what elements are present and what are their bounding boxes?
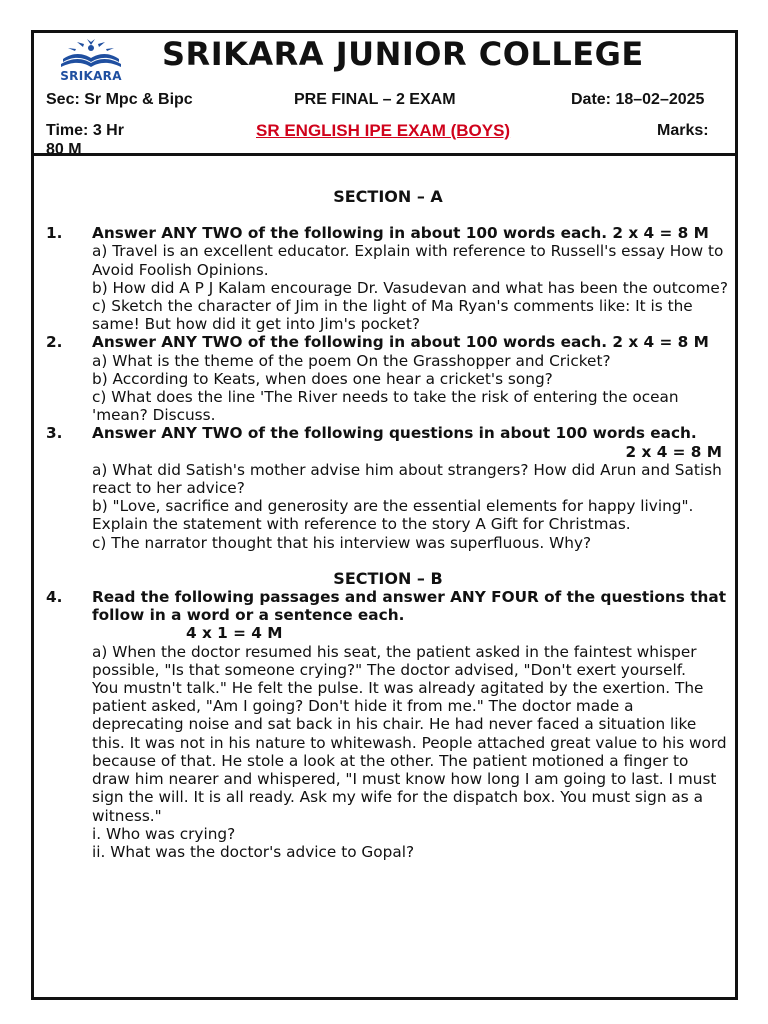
college-name: SRIKARA JUNIOR COLLEGE [162, 35, 644, 73]
section-label: Sec: Sr Mpc & Bipc [46, 91, 193, 108]
question-3-option-b: b) "Love, sacrifice and generosity are the essential elements for happy living". Explain the statement with reference to the story A Gift for Christmas. [92, 497, 694, 534]
exam-name: PRE FINAL – 2 EXAM [294, 91, 456, 108]
question-1-option-b: b) How did A P J Kalam encourage Dr. Vasudevan and what has been the outcome? [92, 278, 728, 297]
sub-question-i: i. Who was crying? [92, 824, 236, 843]
marks-label: Marks: [657, 122, 709, 139]
sub-question-ii: ii. What was the doctor's advice to Gopal? [92, 842, 415, 861]
question-4-marks: 4 x 1 = 4 M [186, 624, 283, 643]
book-logo-icon [53, 39, 129, 71]
passage-a-body: You mustn't talk." He felt the pulse. It was already agitated by the exertion. The patient asked, "Am I going? Don't hide it from me." The doctor made a deprecating noise and sat back in his chair. He had never faced a situation like this. It was not in his nature to whitewash. People attached great value to his word because of that. He stole a look at the other. The patient motioned a finger to draw him nearer and whispered, "I must know how long I am going to last. I must sign the will. It is all ready. Ask my wife for the dispatch box. You must sign as a witness." [92, 679, 727, 825]
exam-date: Date: 18–02–2025 [571, 91, 705, 108]
question-2-option-b: b) According to Keats, when does one hear a cricket's song? [92, 369, 553, 388]
question-2-option-c: c) What does the line 'The River needs to take the risk of entering the ocean 'mean? Discuss. [92, 388, 679, 425]
exam-subject: SR ENGLISH IPE EXAM (BOYS) [256, 121, 511, 140]
question-1-option-c: c) Sketch the character of Jim in the light of Ma Ryan's comments like: It is the same! But how did it get into Jim's pocket? [92, 297, 693, 334]
exam-content [46, 188, 730, 861]
question-1-text: Answer ANY TWO of the following in about 100 words each. 2 x 4 = 8 M [92, 224, 709, 243]
section-b-title: SECTION – B [333, 568, 443, 588]
question-4-text: Read the following passages and answer ANY FOUR of the questions that follow in a word or a sentence each. [92, 588, 727, 625]
question-4: 4. Read the following passages and answer ANY FOUR of the questions that follow in a word or a sentence each. [46, 588, 727, 625]
section-a-title: SECTION – A [333, 187, 443, 206]
logo-text: SRIKARA [60, 69, 122, 83]
passage-a-intro: a) When the doctor resumed his seat, the patient asked in the faintest whisper possible, "Is that someone crying?" The doctor advised, "Don't exert yourself. [92, 642, 697, 679]
question-3-option-a: a) What did Satish's mother advise him about strangers? How did Arun and Satish react to her advice? [92, 460, 722, 498]
question-3-option-c: c) The narrator thought that his interview was superfluous. Why? [92, 533, 592, 552]
question-1-option-a: a) Travel is an excellent educator. Explain with reference to Russell's essay How to Avoid Foolish Opinions. [92, 242, 724, 279]
exam-paper-frame [31, 30, 738, 1000]
marks-value: 80 M [46, 141, 82, 158]
question-3-marks: 2 x 4 = 8 M [625, 442, 722, 461]
question-3: 3. Answer ANY TWO of the following questions in about 100 words each. [46, 424, 697, 443]
question-1: 1. Answer ANY TWO of the following in about 100 words each. 2 x 4 = 8 M [46, 224, 709, 243]
header-divider [34, 153, 735, 156]
question-2-option-a: a) What is the theme of the poem On the Grasshopper and Cricket? [92, 351, 611, 370]
exam-time: Time: 3 Hr [46, 122, 124, 139]
question-3-text: Answer ANY TWO of the following questions in about 100 words each. [92, 424, 697, 443]
college-logo [53, 39, 129, 85]
question-2: 2. Answer ANY TWO of the following in about 100 words each. 2 x 4 = 8 M [46, 333, 709, 352]
question-2-text: Answer ANY TWO of the following in about 100 words each. 2 x 4 = 8 M [92, 333, 709, 352]
